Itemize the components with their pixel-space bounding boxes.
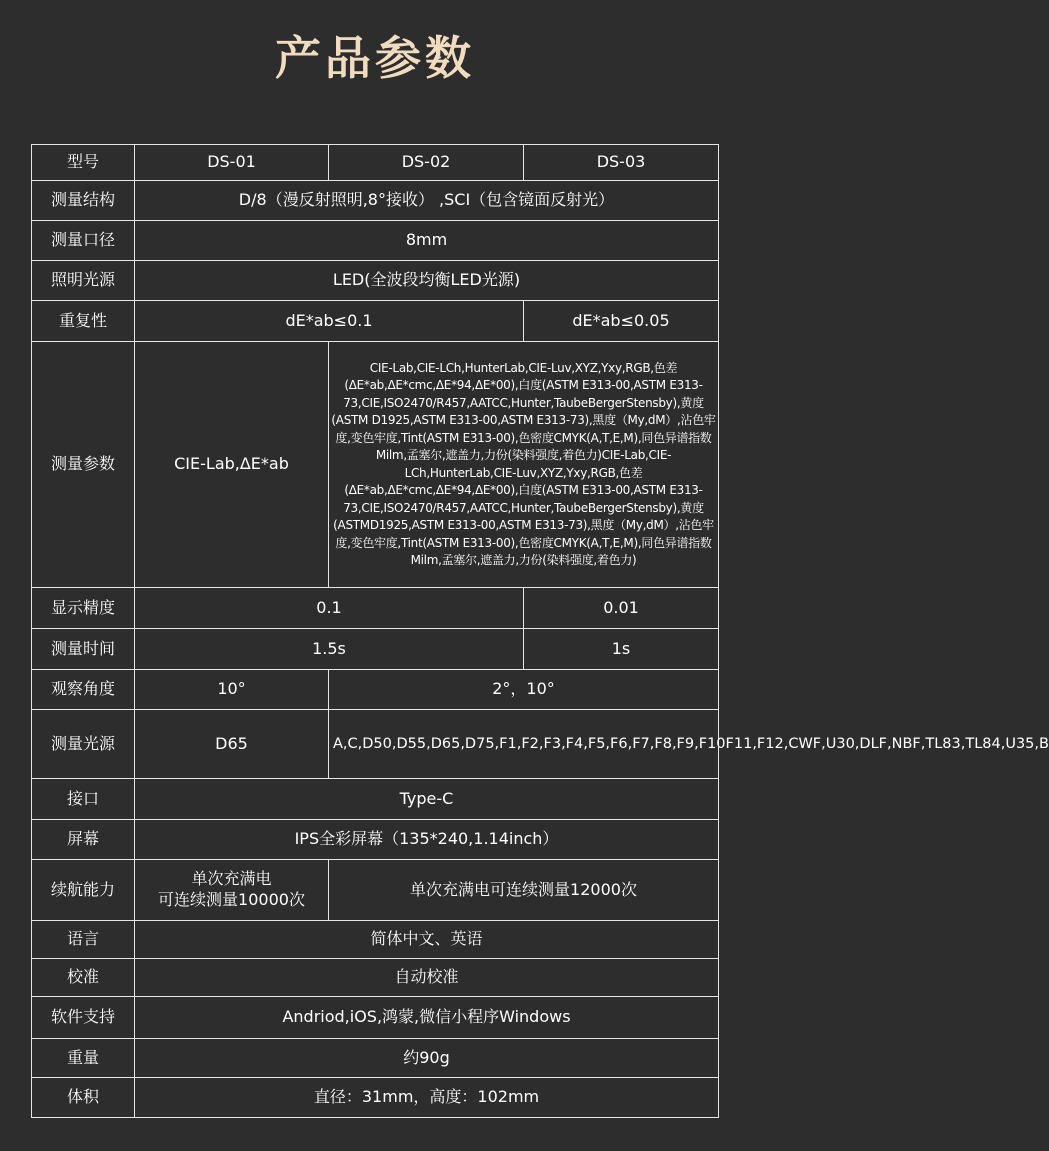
row-label: 照明光源 <box>32 261 135 301</box>
row-label: 接口 <box>32 779 135 820</box>
table-row <box>32 820 719 860</box>
row-label: 续航能力 <box>32 860 135 921</box>
table-row <box>32 779 719 820</box>
table-row <box>32 959 719 997</box>
cell-ds02-03: CIE-Lab,CIE-LCh,HunterLab,CIE-Luv,XYZ,Yxy,RGB,色差(ΔE*ab,ΔE*cmc,ΔE*94,ΔE*00),白度(ASTM E313-00,ASTM E313-73,CIE,ISO2470/R457,AATCC,Hunter,TaubeBergerStensby),黄度(ASTM D1925,ASTM E313-00,ASTM E313-73),黑度（My,dM）,沾色牢度,变色牢度,Tint(ASTM E313-00),色密度CMYK(A,T,E,M),同色异谱指数Milm,孟塞尔,遮盖力,力份(染料强度,着色力)CIE-Lab,CIE-LCh,HunterLab,CIE-Luv,XYZ,Yxy,RGB,色差(ΔE*ab,ΔE*cmc,ΔE*94,ΔE*00),白度(ASTM E313-00,ASTM E313-73,CIE,ISO2470/R457,AATCC,Hunter,TaubeBergerStensby),黄度(ASTMD1925,ASTM E313-00,ASTM E313-73),黑度（My,dM）,沾色牢度,变色牢度,Tint(ASTM E313-00),色密度CMYK(A,T,E,M),同色异谱指数Milm,孟塞尔,遮盖力,力份(染料强度,着色力) <box>329 342 719 588</box>
cell-value: 简体中文、英语 <box>135 921 719 959</box>
row-label: 型号 <box>32 145 135 181</box>
cell-ds01-02: 1.5s <box>135 629 524 670</box>
row-label: 测量参数 <box>32 342 135 588</box>
cell-value: Andriod,iOS,鸿蒙,微信小程序Windows <box>135 997 719 1039</box>
table-row <box>32 921 719 959</box>
table-row <box>32 997 719 1039</box>
cell-ds02-03: 2°，10° <box>329 670 719 710</box>
row-label: 测量光源 <box>32 710 135 779</box>
table-row <box>32 181 719 221</box>
cell-ds01 <box>135 860 329 921</box>
cell-value: 8mm <box>135 221 719 261</box>
row-label: 观察角度 <box>32 670 135 710</box>
table-row <box>32 342 719 588</box>
row-label: 软件支持 <box>32 997 135 1039</box>
cell-ds03: 1s <box>524 629 719 670</box>
row-label: 体积 <box>32 1078 135 1118</box>
cell-value: 自动校准 <box>135 959 719 997</box>
cell-ds01: D65 <box>135 710 329 779</box>
battery-line-1: 单次充满电 <box>191 869 272 889</box>
table-row <box>32 588 719 629</box>
table-row <box>32 1078 719 1118</box>
cell-ds01: 10° <box>135 670 329 710</box>
row-label: 测量口径 <box>32 221 135 261</box>
cell-value: D/8（漫反射照明,8°接收） ,SCI（包含镜面反射光） <box>135 181 719 221</box>
table-row <box>32 301 719 342</box>
page-title: 产品参数 <box>275 31 475 85</box>
row-label: 测量结构 <box>32 181 135 221</box>
spec-table <box>31 144 1049 1118</box>
table-row <box>32 670 719 710</box>
cell-ds02: DS-02 <box>329 145 524 181</box>
cell-value: 直径：31mm，高度：102mm <box>135 1078 719 1118</box>
row-label: 语言 <box>32 921 135 959</box>
row-label: 校准 <box>32 959 135 997</box>
cell-ds03: DS-03 <box>524 145 719 181</box>
cell-value: Type-C <box>135 779 719 820</box>
table-row <box>32 1039 719 1078</box>
row-label: 重复性 <box>32 301 135 342</box>
cell-ds01: CIE-Lab,ΔE*ab <box>135 342 329 588</box>
table-row <box>32 860 719 921</box>
row-label: 屏幕 <box>32 820 135 860</box>
cell-ds03: 0.01 <box>524 588 719 629</box>
cell-ds02-03: 单次充满电可连续测量12000次 <box>329 860 719 921</box>
cell-value: LED(全波段均衡LED光源) <box>135 261 719 301</box>
cell-ds03: dE*ab≤0.05 <box>524 301 719 342</box>
table-row <box>32 221 719 261</box>
table-row <box>32 710 719 779</box>
cell-ds02-03: A,C,D50,D55,D65,D75,F1,F2,F3,F4,F5,F6,F7,F8,F9,F10F11,F12,CWF,U30,DLF,NBF,TL83,TL84,U35,B <box>329 710 719 779</box>
row-label: 显示精度 <box>32 588 135 629</box>
table-row <box>32 145 719 181</box>
battery-line-2: 可连续测量10000次 <box>158 890 305 909</box>
cell-value: 约90g <box>135 1039 719 1078</box>
cell-ds01-02: dE*ab≤0.1 <box>135 301 524 342</box>
cell-ds01: DS-01 <box>135 145 329 181</box>
table-row <box>32 261 719 301</box>
row-label: 重量 <box>32 1039 135 1078</box>
cell-value: IPS全彩屏幕（135*240,1.14inch） <box>135 820 719 860</box>
cell-ds01-02: 0.1 <box>135 588 524 629</box>
row-label: 测量时间 <box>32 629 135 670</box>
table-row <box>32 629 719 670</box>
